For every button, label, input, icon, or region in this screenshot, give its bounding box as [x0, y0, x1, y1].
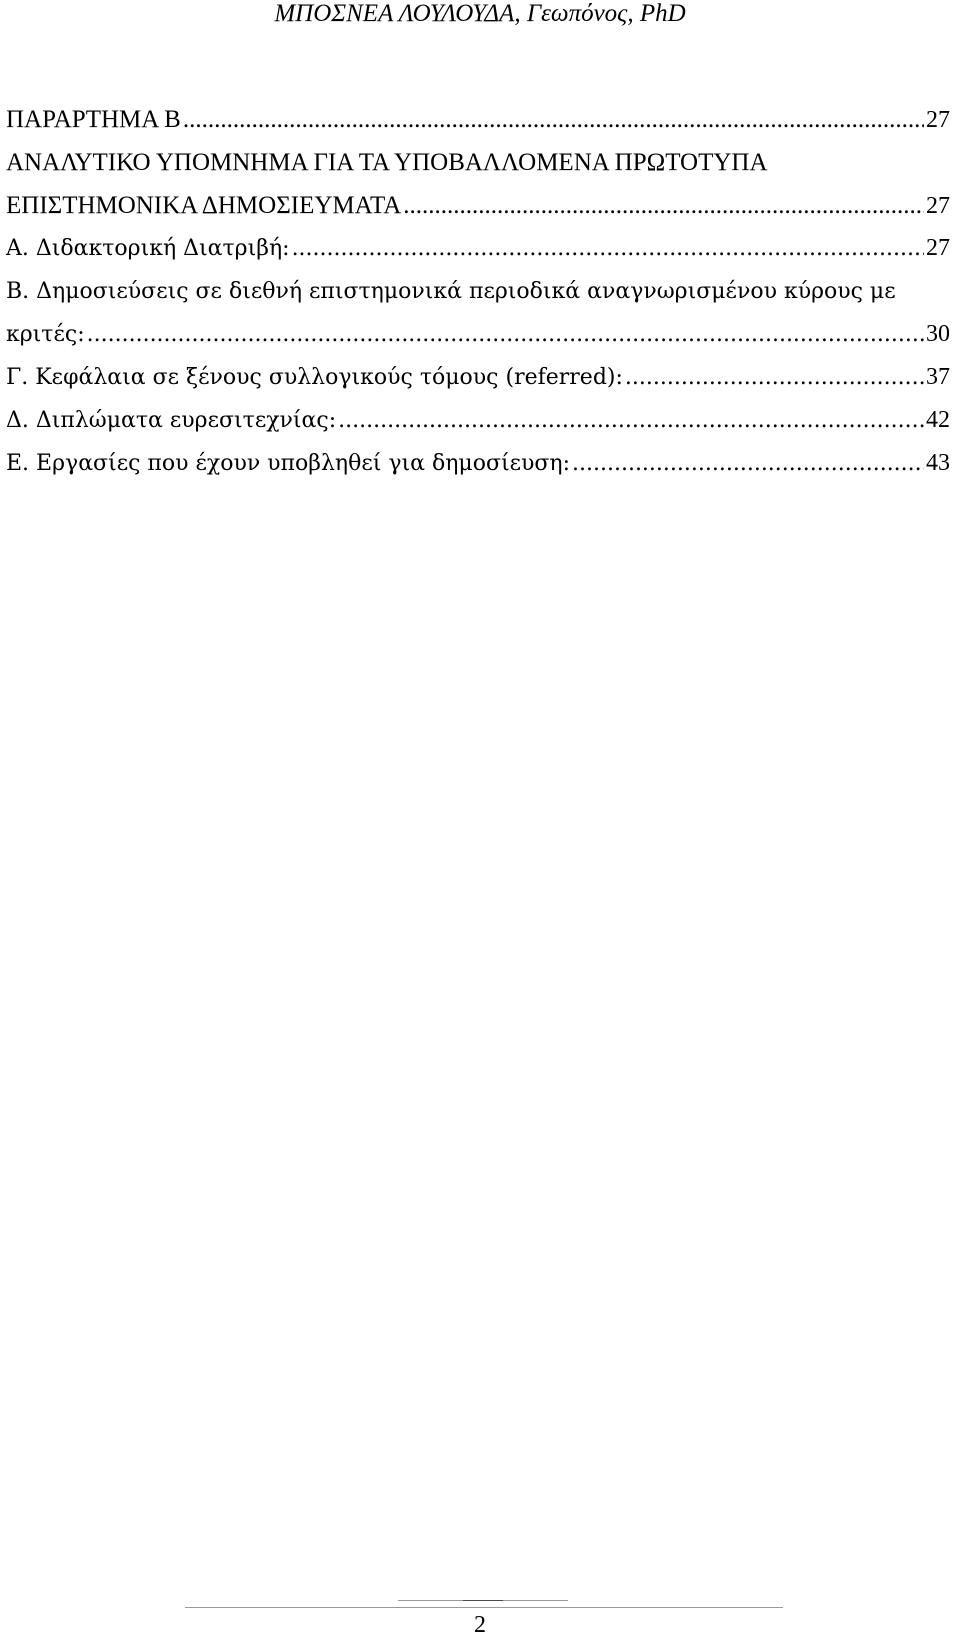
- dot-leader: [625, 356, 924, 399]
- footer-rules: [0, 1600, 960, 1610]
- dot-leader: [183, 98, 924, 141]
- toc-page-number: 30: [926, 321, 950, 347]
- toc-entry-analytical-memo[interactable]: [6, 141, 950, 227]
- toc-page-number: 27: [926, 235, 950, 261]
- toc-entry-text: Δ. Διπλώματα ευρεσιτεχνίας:: [6, 408, 337, 433]
- toc-entry-text: Α. Διδακτορική Διατριβή:: [6, 236, 290, 261]
- dot-leader: [292, 227, 924, 270]
- dot-leader: [338, 399, 924, 442]
- footer-rule-accent: [463, 1600, 503, 1601]
- toc-entry-text-line1: Β. Δημοσιεύσεις σε διεθνή επιστημονικά περιοδικά αναγνωρισμένου κύρους με: [6, 279, 896, 304]
- toc-page-number: 37: [926, 364, 950, 390]
- toc-entry-patents[interactable]: [6, 399, 950, 442]
- toc-entry-text: Ε. Εργασίες που έχουν υποβληθεί για δημοσίευση:: [6, 451, 570, 476]
- toc-entry-submitted-papers[interactable]: [6, 442, 950, 485]
- toc-entry-journal-publications[interactable]: [6, 270, 950, 356]
- toc-entry-text: Γ. Κεφάλαια σε ξένους συλλογικούς τόμους (referred):: [6, 365, 623, 390]
- toc-entry-appendix-b[interactable]: [6, 98, 950, 141]
- dot-leader: [403, 184, 924, 227]
- dot-leader: [87, 313, 924, 356]
- toc-page-number: 43: [926, 450, 950, 476]
- footer-rule-bottom: [185, 1607, 783, 1608]
- table-of-contents: [6, 98, 950, 485]
- page-number: 2: [474, 1612, 486, 1638]
- toc-entry-text: ΠΑΡΑΡΤΗΜΑ Β: [6, 106, 181, 133]
- toc-entry-text-line2: ΕΠΙΣΤΗΜΟΝΙΚΑ ΔΗΜΟΣΙΕΥΜΑΤΑ: [6, 192, 402, 219]
- running-header: ΜΠΟΣΝΕΑ ΛΟΥΛΟΥΔΑ, Γεωπόνος, PhD: [274, 0, 686, 27]
- dot-leader: [572, 442, 924, 485]
- toc-entry-text-line2: κριτές:: [6, 322, 85, 347]
- toc-page-number: 42: [926, 407, 950, 433]
- toc-entry-text-line1: ΑΝΑΛΥΤΙΚΟ ΥΠΟΜΝΗΜΑ ΓΙΑ ΤΑ ΥΠΟΒΑΛΛΟΜΕΝΑ ΠΡΩΤΟΤΥΠΑ: [6, 149, 768, 176]
- toc-page-number: 27: [926, 193, 950, 219]
- toc-entry-book-chapters[interactable]: [6, 356, 950, 399]
- toc-entry-doctoral-thesis[interactable]: [6, 227, 950, 270]
- toc-page-number: 27: [926, 107, 950, 133]
